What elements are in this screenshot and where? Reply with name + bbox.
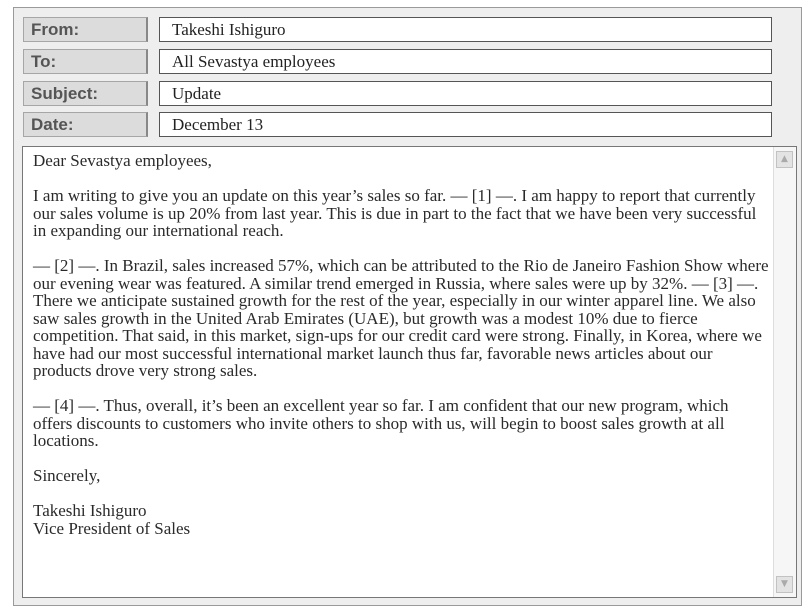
closing: Sincerely, <box>33 466 101 485</box>
scroll-up-icon[interactable]: ▲ <box>776 151 793 168</box>
message-body[interactable] <box>22 146 797 598</box>
email-window <box>13 7 802 606</box>
from-field[interactable]: Takeshi Ishiguro <box>159 17 772 42</box>
date-field[interactable]: December 13 <box>159 112 772 137</box>
body-paragraph-2: — [2] —. In Brazil, sales increased 57%, which can be attributed to the Rio de Janeiro Fashion Show where our evening wear was featured. A similar trend emerged in Russia, where sales were up by 32%. — [3] —. There we anticipate sustained growth for the rest of the year, especially in our winter apparel line. We also saw sales growth in the United Arab Emirates (UAE), but growth was a modest 10% due to fierce competition. That said, in this market, sign-ups for our credit card were strong. Finally, in Korea, where we have had our most successful international market launch thus far, favorable news articles about our products drove very strong sales. <box>33 256 769 380</box>
to-label: To: <box>23 49 148 74</box>
scroll-down-icon[interactable]: ▼ <box>776 576 793 593</box>
from-label: From: <box>23 17 148 42</box>
greeting: Dear Sevastya employees, <box>33 151 212 170</box>
signature-title: Vice President of Sales <box>33 518 191 538</box>
to-field[interactable]: All Sevastya employees <box>159 49 772 74</box>
date-label: Date: <box>23 112 148 137</box>
body-paragraph-3: — [4] —. Thus, overall, it’s been an excellent year so far. I am confident that our new program, which offers discounts to customers who invite others to shop with us, will begin to boost sales growth at all locations. <box>33 396 729 450</box>
body-paragraph-1: I am writing to give you an update on this year’s sales so far. — [1] —. I am happy to report that currently our sales volume is up 20% from last year. This is due in part to the fact that we have been very successful in expanding our international reach. <box>33 186 757 240</box>
subject-label: Subject: <box>23 81 148 106</box>
message-text <box>33 152 771 537</box>
subject-field[interactable]: Update <box>159 81 772 106</box>
signature-name: Takeshi Ishiguro <box>33 501 147 520</box>
vertical-scrollbar[interactable] <box>773 147 796 597</box>
